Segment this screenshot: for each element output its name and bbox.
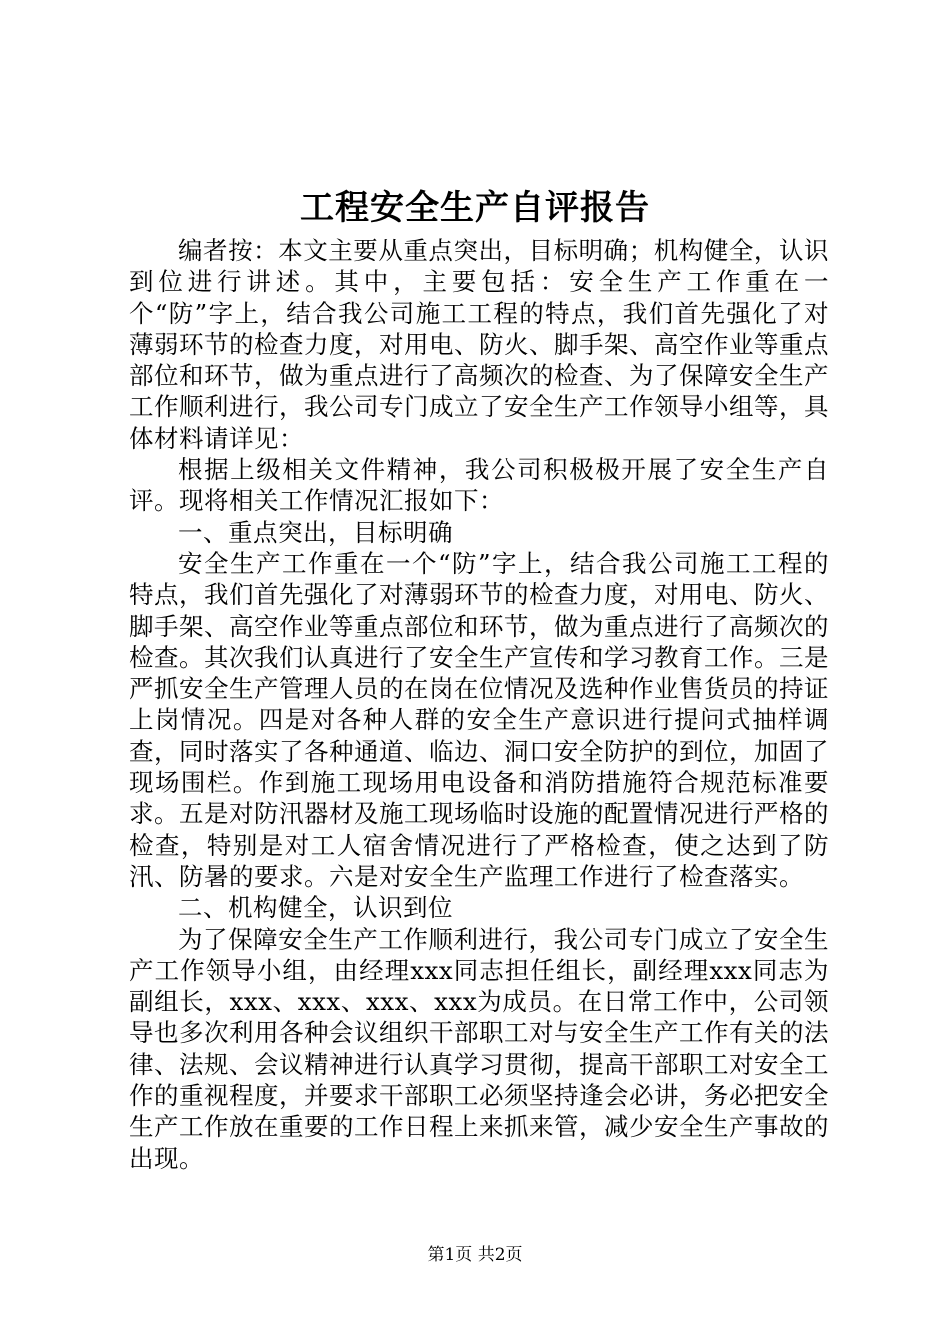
editor-note-paragraph: 编者按：本文主要从重点突出，目标明确；机构健全，认识到位进行讲述。其中，主要包括：安全生产工作重在一个“防”字上，结合我公司施工工程的特点，我们首先强化了对薄弱环节的检查力度，对用电、防火、脚手架、高空作业等重点部位和环节，做为重点进行了高频次的检查、为了保障安全生产工作顺利进行，我公司专门成立了安全生产工作领导小组等，具体材料请详见：	[129, 236, 829, 453]
intro-paragraph: 根据上级相关文件精神，我公司积极极开展了安全生产自评。现将相关工作情况汇报如下：	[129, 455, 829, 516]
document-body	[129, 235, 829, 1174]
document-title: 工程安全生产自评报告	[300, 188, 650, 228]
section-heading-2: 二、机构健全，认识到位	[178, 893, 453, 923]
section-2-paragraph: 为了保障安全生产工作顺利进行，我公司专门成立了安全生产工作领导小组，由经理xxx同志担任组长，副经理xxx同志为副组长，xxx、xxx、xxx、xxx为成员。在日常工作中，公司领导也多次利用各种会议组织干部职工对与安全生产工作有关的法律、法规、会议精神进行认真学习贯彻，提高干部职工对安全工作的重视程度，并要求干部职工必须坚持逢会必讲，务必把安全生产工作放在重要的工作日程上来抓来管，减少安全生产事故的出现。	[129, 924, 829, 1173]
section-heading-1: 一、重点突出，目标明确	[178, 517, 453, 547]
section-1-paragraph: 安全生产工作重在一个“防”字上，结合我公司施工工程的特点，我们首先强化了对薄弱环节的检查力度，对用电、防火、脚手架、高空作业等重点部位和环节，做为重点进行了高频次的检查。其次我们认真进行了安全生产宣传和学习教育工作。三是严抓安全生产管理人员的在岗在位情况及选种作业售货员的持证上岗情况。四是对各种人群的安全生产意识进行提问式抽样调查，同时落实了各种通道、临边、洞口安全防护的到位，加固了现场围栏。作到施工现场用电设备和消防措施符合规范标准要求。五是对防汛器材及施工现场临时设施的配置情况进行严格的检查，特别是对工人宿舍情况进行了严格检查，使之达到了防汛、防暑的要求。六是对安全生产监理工作进行了检查落实。	[129, 548, 829, 891]
page-number-footer: 第1页 共2页	[427, 1245, 523, 1265]
